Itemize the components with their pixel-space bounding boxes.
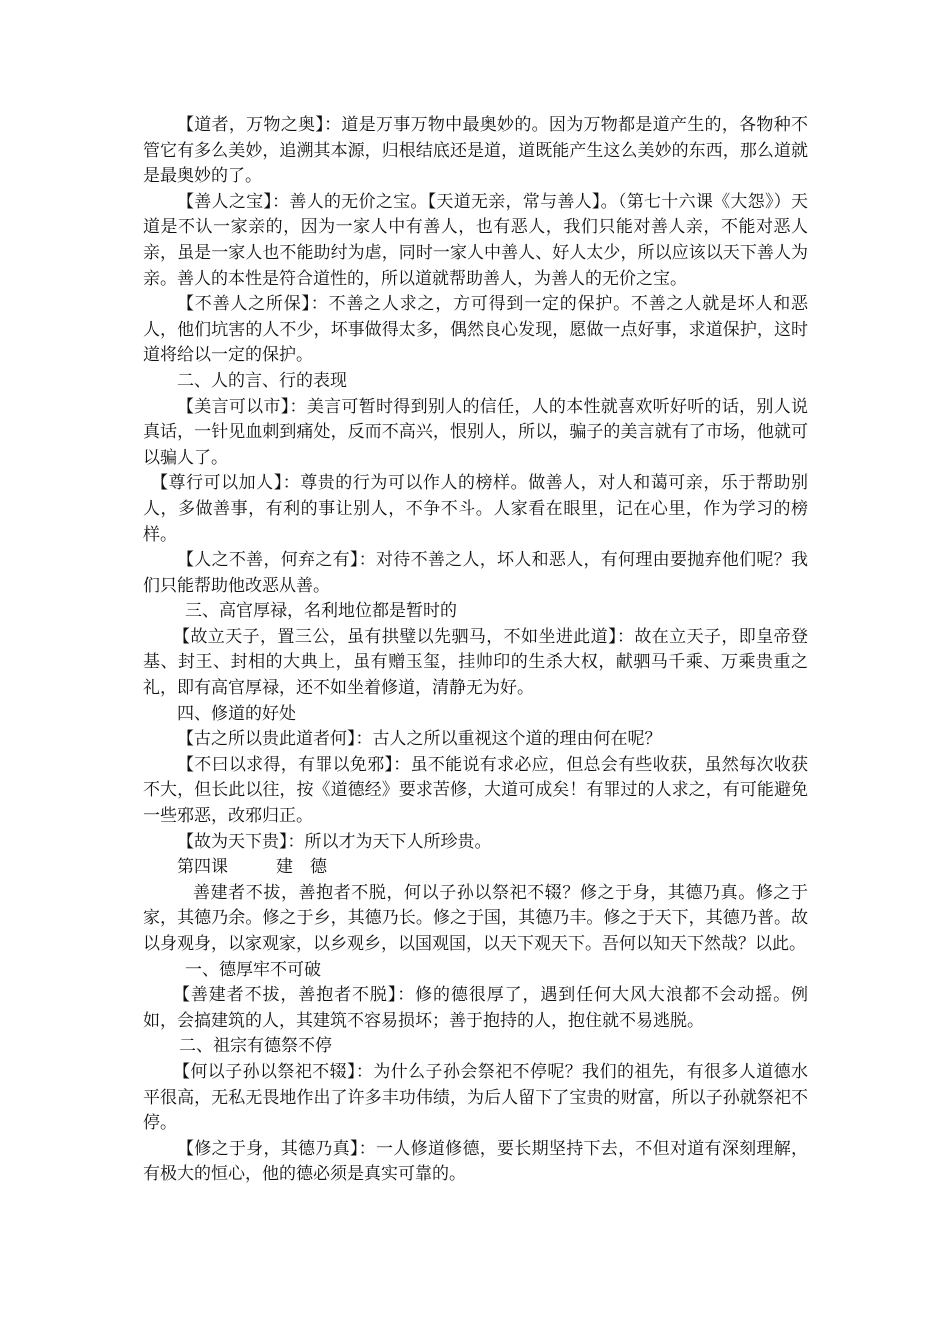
section-heading-4: 四、修道的好处 — [177, 703, 296, 724]
section-heading-3: 三、高官厚禄，名利地位都是暂时的 — [185, 601, 457, 622]
paragraph-zun-xing: 【尊行可以加人】：尊贵的行为可以作人的榜样。做善人，对人和蔼可亲，乐于帮助别人，多做善事，有利的事让别人，不争不斗。人家看在眼里，记在心里，作为学习的榜样。 — [143, 473, 808, 545]
paragraph-bu-yue-yi-qiu-de: 【不曰以求得，有罪以免邪】：虽不能说有求必应，但总会有些收获，虽然每次收获不大，但长此以往，按《道德经》要求苦修，大道可成矣！有罪过的人求之，有可能避免一些邪恶，改邪归正。 — [143, 754, 808, 827]
paragraph-xiu-zhi-yu-shen: 【修之于身，其德乃真】：一人修道修德，要长期坚持下去，不但对道有深刻理解，有极大的恒心，他的德必须是真实可靠的。 — [143, 1138, 808, 1185]
section-heading-1: 一、德厚牢不可破 — [185, 959, 321, 980]
document-page — [143, 113, 808, 1188]
lesson-heading — [143, 855, 808, 881]
paragraph-lesson-text: 善建者不拔，善抱者不脱，何以子孙以祭祀不辍？修之于身，其德乃真。修之于家，其德乃余。修之于乡，其德乃长。修之于国，其德乃丰。修之于天下，其德乃普。故以身观身，以家观家，以乡观乡，以国观国，以天下观天下。吾何以知天下然哉？以此。 — [143, 882, 808, 954]
lesson-title: 建 德 — [276, 857, 327, 878]
lesson-number: 第四课 — [177, 857, 228, 878]
paragraph-gu-zhi-suo-yi: 【古之所以贵此道者何】：古人之所以重视这个道的理由何在呢？ — [177, 729, 662, 750]
paragraph-dao-zhe: 【道者，万物之奥】：道是万事万物中最奥妙的。因为万物都是道产生的，各物种不管它有多么美妙，追溯其本源，归根结底还是道，道既能产生这么美妙的东西，那么道就是最奥妙的了。 — [143, 115, 808, 187]
section-heading-2b: 二、祖宗有德祭不停 — [179, 1036, 332, 1057]
paragraph-mei-yan: 【美言可以市】：美言可暂时得到别人的信任，人的本性就喜欢听好听的话，别人说真话，一针见血刺到痛处，反而不高兴，恨别人，所以，骗子的美言就有了市场，他就可以骗人了。 — [143, 396, 808, 468]
paragraph-bu-shan-ren: 【不善人之所保】：不善之人求之，方可得到一定的保护。不善之人就是坏人和恶人，他们坑害的人不少，坏事做得太多，偶然良心发现，愿做一点好事，求道保护，这时道将给以一定的保护。 — [143, 294, 808, 366]
paragraph-shan-ren-zhi-bao: 【善人之宝】：善人的无价之宝。【天道无亲，常与善人】。（第七十六课《大怨》）天道是不认一家亲的，因为一家人中有善人，也有恶人，我们只能对善人亲，不能对恶人亲，虽是一家人也不能助纣为虐，同时一家人中善人、好人太少，所以应该以天下善人为亲。善人的本性是符合道性的，所以道就帮助善人，为善人的无价之宝。 — [143, 191, 808, 289]
paragraph-li-tian-zi: 【故立天子，置三公，虽有拱璧以先驷马，不如坐进此道】：故在立天子，即皇帝登基、封王、封相的大典上，虽有赠玉玺，挂帅印的生杀大权，献驷马千乘、万乘贵重之礼，即有高官厚禄，还不如坐着修道，清静无为好。 — [143, 626, 808, 699]
paragraph-shan-jian-zhe: 【善建者不拔，善抱者不脱】：修的德很厚了，遇到任何大风大浪都不会动摇。例如，会搞建筑的人，其建筑不容易损坏；善于抱持的人，抱住就不易逃脱。 — [143, 985, 808, 1031]
paragraph-ren-zhi-bu-shan: 【人之不善，何弃之有】：对待不善之人，坏人和恶人，有何理由要抛弃他们呢？我们只能帮助他改恶从善。 — [143, 550, 808, 596]
paragraph-he-yi-zi-sun: 【何以子孙以祭祀不辍】：为什么子孙会祭祀不停呢？我们的祖先，有很多人道德水平很高，无私无畏地作出了许多丰功伟绩，为后人留下了宝贵的财富，所以子孙就祭祀不停。 — [143, 1061, 808, 1134]
section-heading-2: 二、人的言、行的表现 — [177, 370, 347, 391]
paragraph-gu-wei-tian-xia-gui: 【故为天下贵】：所以才为天下人所珍贵。 — [177, 831, 492, 852]
